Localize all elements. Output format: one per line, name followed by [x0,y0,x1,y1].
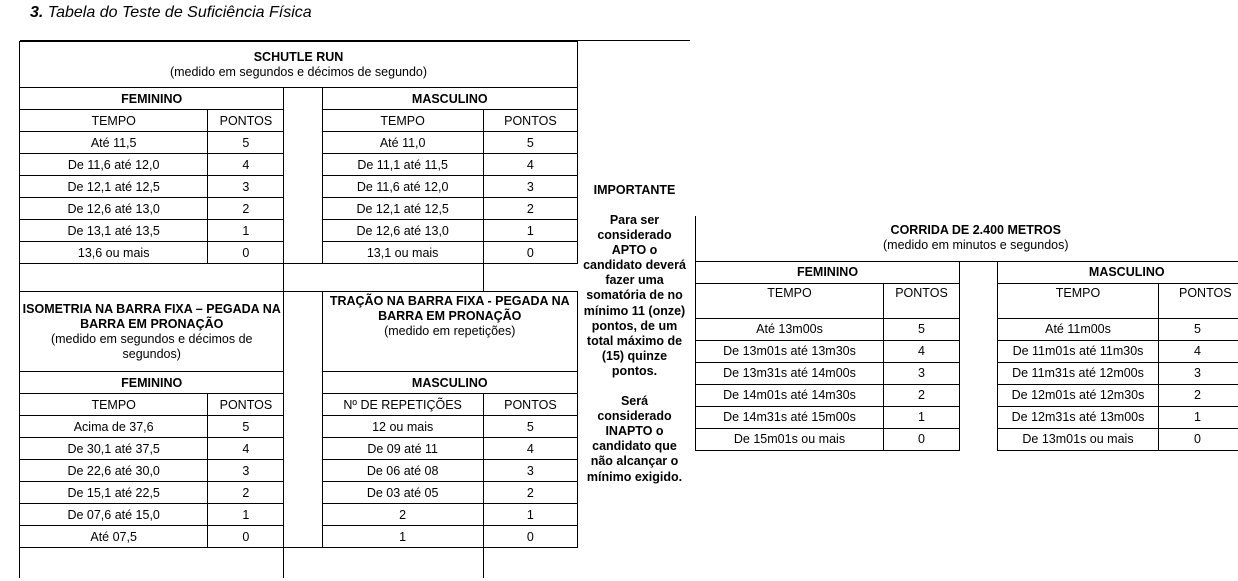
shuttle-fem-tempo: De 11,6 até 12,0 [20,154,208,176]
tracao-subtitle: (medido em repetições) [384,324,516,338]
isometria-pontos: 4 [208,438,284,460]
shuttle-fem-label: FEMININO [20,88,284,110]
shuttle-fem-tempo: De 13,1 até 13,5 [20,220,208,242]
corrida-masc-tempo: De 11m01s até 11m30s [998,340,1159,362]
isometria-pontos: 3 [208,460,284,482]
shuttle-masc-tempo: De 11,1 até 11,5 [322,154,483,176]
shuttle-masc-pontos: 1 [483,220,577,242]
shuttle-masc-pontos: 0 [483,242,577,264]
shuttle-masc-tempo: Até 11,0 [322,132,483,154]
tracao-repeticoes: 2 [322,504,483,526]
corrida-fem-tempo: De 15m01s ou mais [696,428,884,450]
corrida-masc-tempo: De 12m31s até 13m00s [998,406,1159,428]
corrida-title: CORRIDA DE 2.400 METROS [890,223,1061,238]
spacer-left [20,264,284,292]
corrida-subtitle: (medido em minutos e segundos) [883,238,1069,253]
bottom-blank-right [284,548,483,578]
shuttle-masc-tempo: De 11,6 até 12,0 [322,176,483,198]
tracao-col-repeticoes: Nº DE REPETIÇÕES [322,394,483,416]
corrida-fem-label: FEMININO [696,261,960,283]
corrida-fem-pontos: 4 [884,340,960,362]
isometria-pontos: 0 [208,526,284,548]
shuttle-title-cell [20,42,578,88]
corrida-masc-label: MASCULINO [998,261,1238,283]
isometria-tempo: Até 07,5 [20,526,208,548]
shuttle-masc-pontos: 3 [483,176,577,198]
shuttle-masc-pontos: 2 [483,198,577,220]
spacer-right [284,264,483,292]
isometria-tempo: De 22,6 até 30,0 [20,460,208,482]
importante-apto-text: Para ser considerado APTO o candidato deverá fazer uma somatória de no mínimo 11 (onze) pontos, de um total máximo de (15) quinze pontos. [583,213,686,378]
tracao-pontos: 3 [483,460,577,482]
corrida-masc-col-pontos: PONTOS [1159,283,1238,318]
tracao-repeticoes: De 03 até 05 [322,482,483,504]
tracao-title: TRAÇÃO NA BARRA FIXA - PEGADA NA BARRA EM PRONAÇÃO [329,294,570,323]
corrida-fem-col-tempo: TEMPO [696,283,884,318]
isometria-pontos: 5 [208,416,284,438]
corrida-masc-pontos: 5 [1159,318,1238,340]
corrida-fem-tempo: De 13m01s até 13m30s [696,340,884,362]
isometria-col-tempo: TEMPO [20,394,208,416]
corrida-fem-pontos: 0 [884,428,960,450]
tracao-pontos: 1 [483,504,577,526]
isometria-tempo: Acima de 37,6 [20,416,208,438]
shuttle-masc-label: MASCULINO [322,88,577,110]
shuttle-masc-col-pontos: PONTOS [483,110,577,132]
section-heading [30,4,312,22]
corrida-fem-tempo: De 14m31s até 15m00s [696,406,884,428]
corrida-masc-tempo: Até 11m00s [998,318,1159,340]
shuttle-fem-col-pontos: PONTOS [208,110,284,132]
corrida-table [695,216,1238,451]
corrida-fem-pontos: 2 [884,384,960,406]
shuttle-fem-tempo: 13,6 ou mais [20,242,208,264]
importante-inapto-text: Será considerado INAPTO o candidato que não alcançar o mínimo exigido. [586,394,683,484]
shuttle-fem-pontos: 5 [208,132,284,154]
shuttle-fem-pontos: 1 [208,220,284,242]
shuttle-masc-pontos: 4 [483,154,577,176]
bottom-blank-left [20,548,284,578]
isometria-tempo: De 15,1 até 22,5 [20,482,208,504]
tracao-repeticoes: De 09 até 11 [322,438,483,460]
isometria-pontos: 1 [208,504,284,526]
tracao-title-cell [322,292,577,372]
corrida-title-cell [696,216,1238,261]
section-title: Tabela do Teste de Suficiência Física [47,4,312,21]
shuttle-fem-tempo: De 12,6 até 13,0 [20,198,208,220]
tracao-repeticoes: De 06 até 08 [322,460,483,482]
shuttle-masc-tempo: 13,1 ou mais [322,242,483,264]
isometria-tempo: De 07,6 até 15,0 [20,504,208,526]
section-number: 3. [30,4,44,21]
shuttle-fem-tempo: De 12,1 até 12,5 [20,176,208,198]
tracao-repeticoes: 12 ou mais [322,416,483,438]
importante-text [583,213,686,485]
shuttle-fem-pontos: 4 [208,154,284,176]
corrida-fem-pontos: 3 [884,362,960,384]
tracao-label: MASCULINO [322,372,577,394]
left-fitness-table [19,41,578,578]
isometria-label: FEMININO [20,372,284,394]
isometria-title-cell [20,292,284,372]
corrida-fem-tempo: Até 13m00s [696,318,884,340]
corrida-masc-pontos: 1 [1159,406,1238,428]
tracao-col-pontos: PONTOS [483,394,577,416]
isometria-subtitle: (medido em segundos e décimos de segundos) [50,331,253,361]
shuttle-fem-pontos: 2 [208,198,284,220]
corrida-gap [960,261,998,450]
corrida-masc-pontos: 3 [1159,362,1238,384]
shuttle-fem-col-tempo: TEMPO [20,110,208,132]
corrida-fem-col-pontos: PONTOS [884,283,960,318]
shuttle-masc-col-tempo: TEMPO [322,110,483,132]
shuttle-fem-tempo: Até 11,5 [20,132,208,154]
tracao-pontos: 0 [483,526,577,548]
tracao-pontos: 4 [483,438,577,460]
importante-title: IMPORTANTE [593,183,676,197]
tracao-pontos: 5 [483,416,577,438]
shuttle-masc-tempo: De 12,1 até 12,5 [322,198,483,220]
corrida-fem-tempo: De 13m31s até 14m00s [696,362,884,384]
corrida-fem-tempo: De 14m01s até 14m30s [696,384,884,406]
corrida-masc-col-tempo: TEMPO [998,283,1159,318]
corrida-masc-pontos: 0 [1159,428,1238,450]
corrida-masc-tempo: De 12m01s até 12m30s [998,384,1159,406]
lower-gap [284,292,322,548]
corrida-masc-pontos: 4 [1159,340,1238,362]
isometria-pontos: 2 [208,482,284,504]
shuttle-masc-pontos: 5 [483,132,577,154]
isometria-col-pontos: PONTOS [208,394,284,416]
corrida-fem-pontos: 5 [884,318,960,340]
corrida-masc-tempo: De 11m31s até 12m00s [998,362,1159,384]
shuttle-subtitle: (medido em segundos e décimos de segundo) [169,64,428,79]
shuttle-fem-pontos: 0 [208,242,284,264]
shuttle-fem-pontos: 3 [208,176,284,198]
shuttle-title: SCHUTLE RUN [253,49,344,64]
shuttle-masc-tempo: De 12,6 até 13,0 [322,220,483,242]
corrida-masc-tempo: De 13m01s ou mais [998,428,1159,450]
tracao-repeticoes: 1 [322,526,483,548]
isometria-tempo: De 30,1 até 37,5 [20,438,208,460]
corrida-masc-pontos: 2 [1159,384,1238,406]
corrida-fem-pontos: 1 [884,406,960,428]
tracao-pontos: 2 [483,482,577,504]
shuttle-gap [284,88,322,264]
isometria-title: ISOMETRIA NA BARRA FIXA – PEGADA NA BARRA EM PRONAÇÃO [22,301,281,331]
